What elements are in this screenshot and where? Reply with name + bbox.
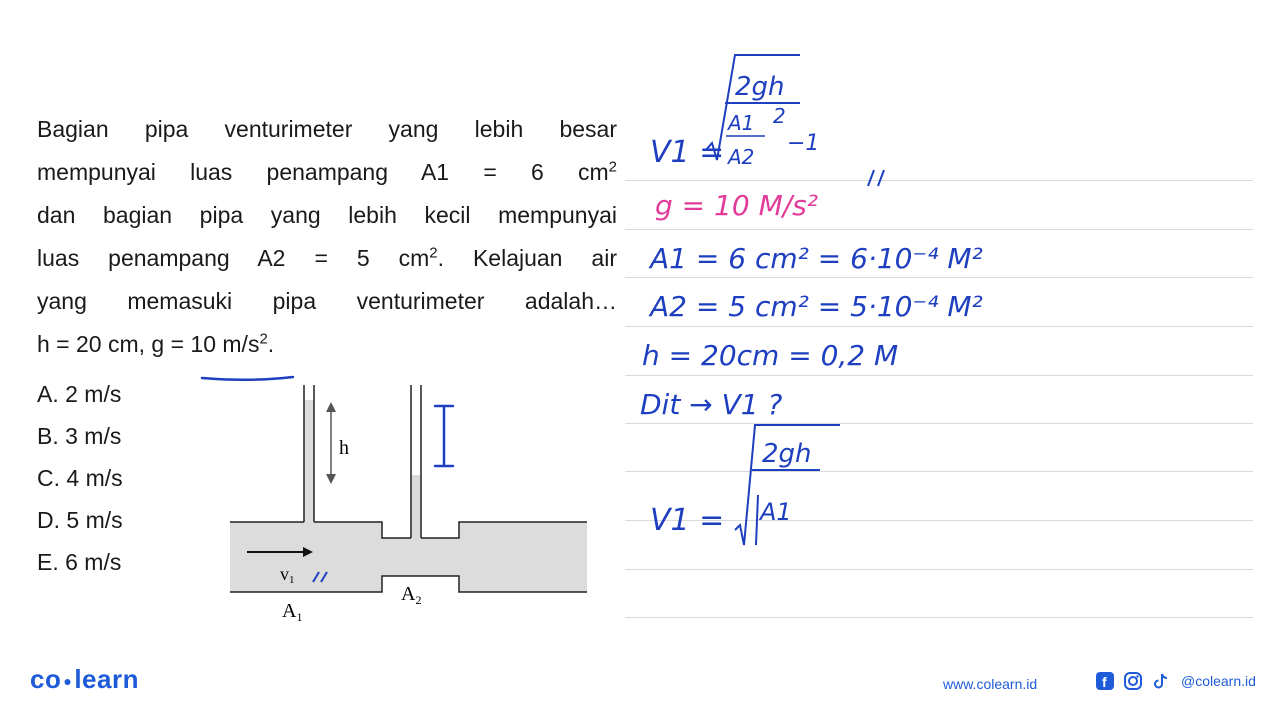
given-g: g = 10 M/s² bbox=[655, 189, 818, 222]
logo-text-left: co bbox=[30, 664, 62, 694]
facebook-icon[interactable] bbox=[1095, 671, 1115, 691]
instagram-icon[interactable] bbox=[1123, 671, 1143, 691]
formula-frac-top: A1 bbox=[728, 111, 755, 135]
tiktok-icon[interactable] bbox=[1151, 671, 1171, 691]
formula-exponent: 2 bbox=[773, 104, 786, 128]
logo-text-right: learn bbox=[74, 664, 139, 694]
problem-line-text: dan bagian pipa yang lebih kecil mempunyai bbox=[37, 202, 617, 228]
problem-line-text: h = 20 cm, g = 10 m/s bbox=[37, 331, 260, 357]
problem-line-text: . Kelajuan air bbox=[437, 245, 617, 271]
problem-line-text: yang memasuki pipa venturimeter adalah… bbox=[37, 288, 617, 314]
colearn-logo[interactable] bbox=[30, 664, 139, 695]
svg-text:f: f bbox=[1102, 674, 1107, 690]
option-b[interactable]: B. 3 m/s bbox=[37, 423, 122, 449]
formula2-denominator: A1 bbox=[760, 498, 792, 526]
option-a[interactable]: A. 2 m/s bbox=[37, 381, 122, 407]
formula2-lhs: V1 = bbox=[650, 503, 725, 538]
label-a2: $A_2$ bbox=[401, 583, 422, 607]
social-handle[interactable]: @colearn.id bbox=[1181, 673, 1256, 689]
superscript: 2 bbox=[608, 158, 617, 176]
paren-stroke bbox=[756, 495, 758, 545]
social-links bbox=[1095, 671, 1256, 691]
problem-line-text: Bagian pipa venturimeter yang lebih besar bbox=[37, 116, 617, 142]
problem-line-text: mempunyai luas penampang A1 = 6 cm bbox=[37, 159, 609, 185]
option-d[interactable]: D. 5 m/s bbox=[37, 507, 123, 533]
given-h: h = 20cm = 0,2 M bbox=[642, 339, 899, 372]
superscript: 2 bbox=[429, 244, 438, 262]
problem-line-text: luas penampang A2 = 5 cm bbox=[37, 245, 430, 271]
superscript: 2 bbox=[259, 330, 268, 348]
label-h: h bbox=[339, 437, 349, 459]
problem-line-text: . bbox=[267, 331, 275, 357]
label-a1: $A_1$ bbox=[282, 600, 303, 624]
option-c[interactable]: C. 4 m/s bbox=[37, 465, 123, 491]
given-a2: A2 = 5 cm² = 5·10⁻⁴ M² bbox=[650, 290, 983, 323]
formula-minus-one: −1 bbox=[787, 131, 820, 156]
formula-numerator: 2gh bbox=[735, 72, 785, 102]
formula-lhs: V1 = bbox=[650, 135, 725, 170]
check-marks bbox=[868, 170, 884, 186]
option-e[interactable]: E. 6 m/s bbox=[37, 549, 122, 575]
formula2-numerator: 2gh bbox=[762, 439, 812, 469]
website-link[interactable]: www.colearn.id bbox=[943, 676, 1038, 692]
asked-line: Dit → V1 ? bbox=[640, 388, 783, 421]
formula-frac-bottom: A2 bbox=[728, 145, 755, 169]
given-a1: A1 = 6 cm² = 6·10⁻⁴ M² bbox=[650, 242, 983, 275]
label-v1: v1 bbox=[280, 564, 295, 586]
logo-dot-icon: ● bbox=[63, 673, 73, 690]
